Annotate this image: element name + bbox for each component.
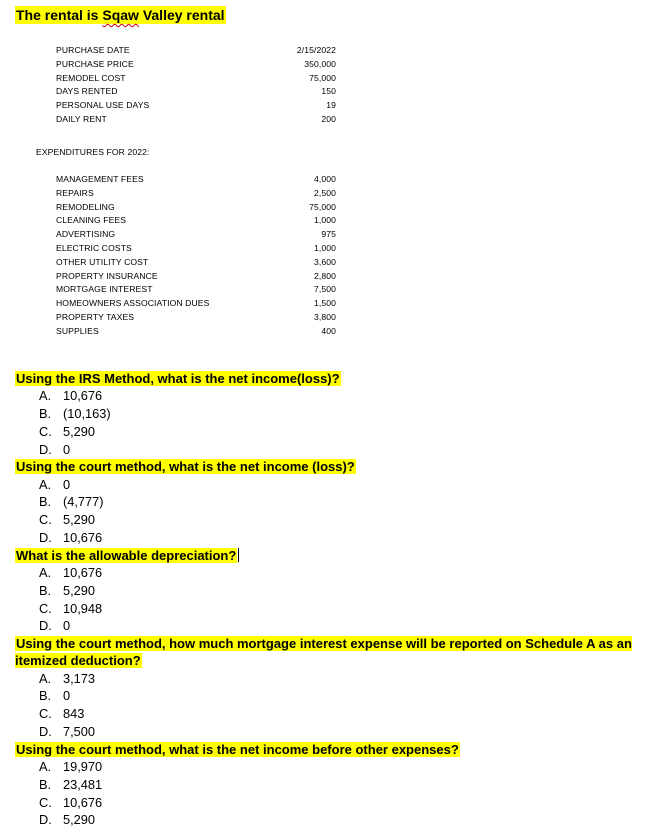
property-values <box>270 44 336 127</box>
question-text: Using the IRS Method, what is the net income(loss)? <box>16 371 340 386</box>
expenditure-label: ADVERTISING <box>56 229 116 240</box>
property-label: DAYS RENTED <box>56 86 118 97</box>
property-label: DAILY RENT <box>56 113 107 124</box>
answer-option[interactable] <box>15 776 640 794</box>
answer-option[interactable] <box>15 687 640 705</box>
expenditure-label: PROPERTY TAXES <box>56 311 135 322</box>
option-text: 5,290 <box>63 812 96 828</box>
option-letter: D. <box>39 441 52 457</box>
expenditure-label: MORTGAGE INTEREST <box>56 284 153 295</box>
title-prefix: The rental is <box>16 7 103 23</box>
option-letter: B. <box>39 582 52 598</box>
expenditure-value: 2,500 <box>313 187 336 198</box>
property-value: 75,000 <box>309 72 336 83</box>
option-letter: C. <box>39 706 52 722</box>
option-letter: D. <box>39 723 52 739</box>
option-text: (4,777) <box>63 494 104 510</box>
expenditure-label: REMODELING <box>56 201 115 212</box>
answer-option[interactable] <box>15 758 640 776</box>
option-letter: A. <box>39 476 52 492</box>
option-letter: C. <box>39 600 52 616</box>
option-text: 843 <box>63 706 85 722</box>
property-value: 350,000 <box>304 58 336 69</box>
option-text: 0 <box>63 618 71 634</box>
answer-option[interactable] <box>15 511 640 529</box>
option-text: 19,970 <box>63 758 103 774</box>
option-text: 10,676 <box>63 564 103 580</box>
answer-option[interactable] <box>15 811 640 829</box>
property-labels <box>56 44 149 127</box>
property-value: 150 <box>321 86 336 97</box>
option-text: 10,676 <box>63 529 103 545</box>
text-cursor <box>238 548 239 562</box>
option-text: 5,290 <box>63 423 96 439</box>
answer-option[interactable] <box>15 529 640 547</box>
expenditure-value: 2,800 <box>313 270 336 281</box>
option-letter: B. <box>39 776 52 792</box>
property-label: PURCHASE DATE <box>56 45 130 55</box>
expenditure-value: 1,500 <box>313 298 336 309</box>
option-text: 3,173 <box>63 670 96 686</box>
expenditure-value: 4,000 <box>313 174 336 184</box>
answer-option[interactable] <box>15 705 640 723</box>
question-text: Using the court method, how much mortgage interest expense will be reported on Schedule A as an itemized deduction? <box>15 636 632 669</box>
option-letter: D. <box>39 529 52 545</box>
option-letter: B. <box>39 688 52 704</box>
answer-option[interactable] <box>15 441 640 459</box>
misspelled-word[interactable]: Sqaw <box>102 7 139 23</box>
option-letter: A. <box>39 564 52 580</box>
option-letter: D. <box>39 812 52 828</box>
option-text: 0 <box>63 688 71 704</box>
option-letter: A. <box>39 758 52 774</box>
question-text: Using the court method, what is the net income before other expenses? <box>16 741 459 757</box>
expenditure-label: PROPERTY INSURANCE <box>56 270 158 281</box>
option-text: 0 <box>63 441 71 457</box>
property-value: 19 <box>326 100 336 111</box>
option-text: 23,481 <box>63 776 103 792</box>
expenditure-value: 7,500 <box>313 284 336 295</box>
property-label: REMODEL COST <box>56 72 126 83</box>
question <box>15 547 640 564</box>
answer-option[interactable] <box>15 723 640 741</box>
answer-option[interactable] <box>15 794 640 812</box>
option-letter: B. <box>39 494 52 510</box>
property-label: PERSONAL USE DAYS <box>56 100 150 111</box>
option-letter: A. <box>39 388 52 404</box>
property-label: PURCHASE PRICE <box>56 58 134 69</box>
answer-option[interactable] <box>15 387 640 405</box>
expenditure-value: 1,000 <box>313 215 336 226</box>
option-letter: A. <box>39 670 52 686</box>
option-letter: C. <box>39 794 52 810</box>
answer-option[interactable] <box>15 670 640 688</box>
expenditure-labels <box>56 173 209 339</box>
option-letter: B. <box>39 406 52 421</box>
answer-option[interactable] <box>15 564 640 582</box>
expenditure-label: HOMEOWNERS ASSOCIATION DUES <box>56 298 210 309</box>
expenditure-value: 400 <box>321 325 336 336</box>
question-text: Using the court method, what is the net income (loss)? <box>16 459 355 475</box>
option-text: 0 <box>63 476 71 492</box>
document-title <box>15 6 226 24</box>
expenditure-value: 975 <box>321 229 336 240</box>
expenditure-value: 3,800 <box>313 311 336 322</box>
option-text: (10,163) <box>63 406 111 421</box>
expenditure-value: 75,000 <box>309 201 336 212</box>
expenditure-label: OTHER UTILITY COST <box>56 256 149 267</box>
expenditure-value: 1,000 <box>313 242 336 253</box>
question-text: What is the allowable depreciation? <box>16 547 237 563</box>
questions <box>15 370 640 829</box>
answer-option[interactable] <box>15 423 640 441</box>
option-letter: C. <box>39 512 52 528</box>
expenditure-label: SUPPLIES <box>56 325 99 336</box>
option-text: 10,676 <box>63 388 103 404</box>
option-letter: C. <box>39 423 52 439</box>
expenditure-label: CLEANING FEES <box>56 215 127 226</box>
expenditure-label: MANAGEMENT FEES <box>56 174 144 184</box>
answer-option[interactable] <box>15 617 640 635</box>
option-text: 10,948 <box>63 600 103 616</box>
option-text: 5,290 <box>63 582 96 598</box>
question <box>15 458 640 475</box>
option-text: 5,290 <box>63 512 96 528</box>
title-suffix: Valley rental <box>138 7 225 23</box>
question <box>15 370 640 387</box>
option-text: 10,676 <box>63 794 103 810</box>
answer-option[interactable] <box>15 476 640 494</box>
option-letter: D. <box>39 618 52 634</box>
expenditure-values <box>270 173 336 339</box>
question <box>15 635 640 669</box>
answer-option[interactable] <box>15 582 640 600</box>
property-value: 2/15/2022 <box>296 45 336 55</box>
expenditure-value: 3,600 <box>313 256 336 267</box>
expenditure-label: ELECTRIC COSTS <box>56 242 132 253</box>
answer-option[interactable] <box>15 405 640 423</box>
option-text: 7,500 <box>63 723 96 739</box>
expenditure-label: REPAIRS <box>56 187 94 198</box>
expenditures-heading: EXPENDITURES FOR 2022: <box>36 147 150 157</box>
property-value: 200 <box>321 113 336 124</box>
question <box>15 741 640 758</box>
answer-option[interactable] <box>15 600 640 618</box>
answer-option[interactable] <box>15 493 640 511</box>
